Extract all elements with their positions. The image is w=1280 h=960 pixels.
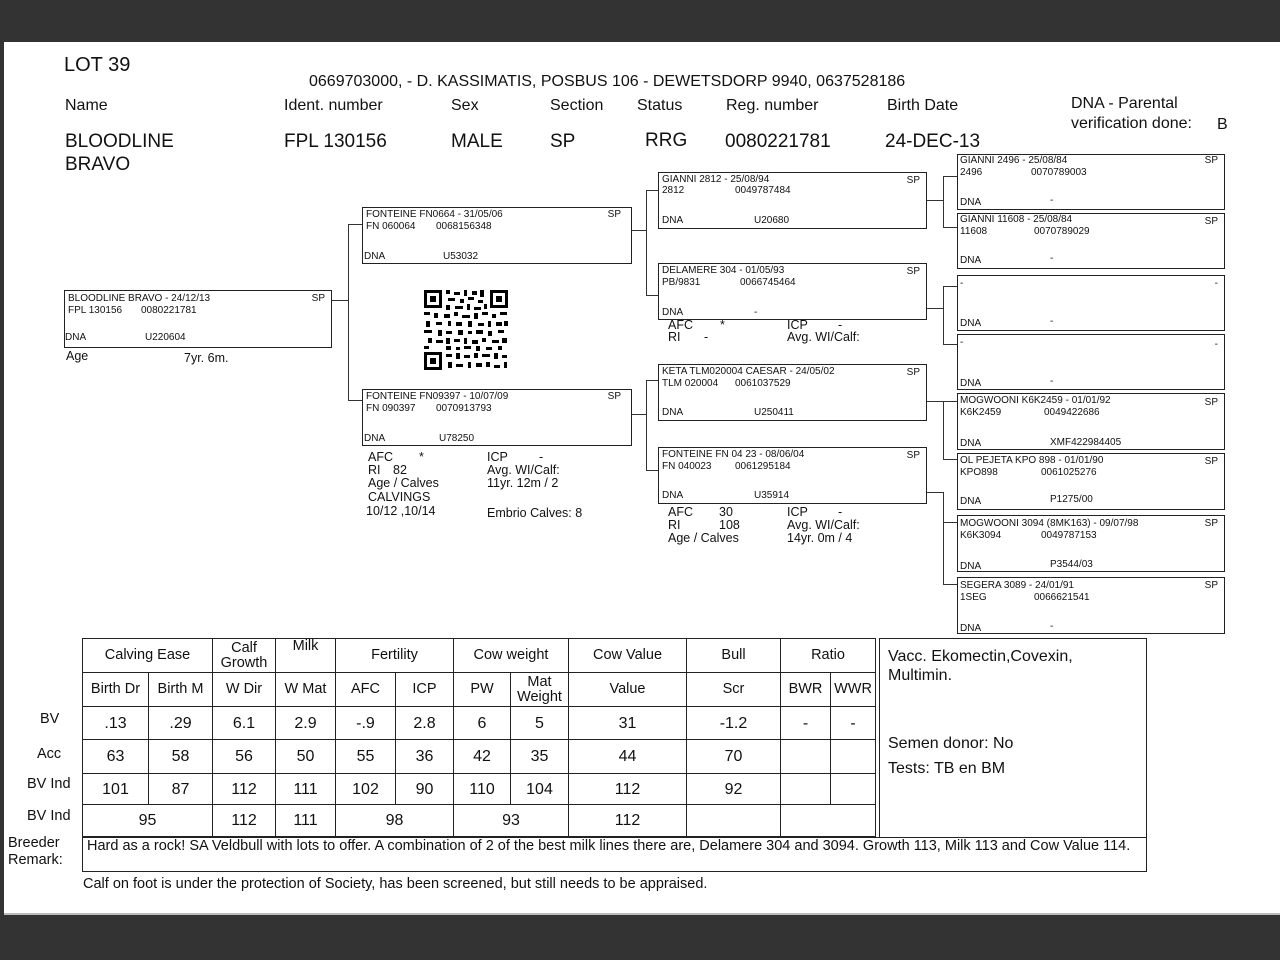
ggp-reg: 0049422686 (1044, 407, 1100, 418)
subject-dna: U220604 (145, 332, 186, 343)
notes-box (879, 638, 1147, 838)
label-dna-2: verification done: (1071, 115, 1192, 132)
label-status: Status (637, 97, 683, 114)
ggp-box-6 (957, 453, 1225, 510)
ggp-id: KPO898 (960, 467, 998, 478)
ind-cell (781, 774, 831, 805)
ds-dna-label: DNA (662, 407, 684, 418)
dd-icp-label: ICP (787, 505, 808, 519)
ebv-sub-row (83, 673, 876, 707)
ind-group-cell: 112 (213, 805, 276, 837)
animal-name-2: BRAVO (65, 154, 131, 175)
dam-agecalves-label: Age / Calves (368, 476, 439, 490)
subject-id: FPL 130156 (68, 305, 123, 316)
dna-verified: B (1217, 116, 1228, 133)
sub-header: Value (569, 673, 687, 707)
sub-header: Birth Dr (83, 673, 149, 707)
breeder-remark-box (82, 837, 1147, 872)
dd-dna: U35914 (754, 490, 790, 501)
ggp-reg: 0049787153 (1041, 530, 1097, 541)
ind-group-cell: 111 (276, 805, 336, 837)
animal-section: SP (550, 131, 576, 152)
dam-section: SP (607, 391, 621, 402)
ind-cell: 102 (336, 774, 396, 805)
connector-line (943, 176, 944, 227)
connector-line (927, 492, 943, 493)
dam-calvings-label: CALVINGS (368, 490, 431, 504)
ggp-id: K6K3094 (960, 530, 1002, 541)
sire-box (362, 207, 632, 264)
ggp-id: K6K2459 (960, 407, 1002, 418)
connector-line (646, 190, 658, 191)
sire-sire-box (658, 172, 927, 229)
group-header: Fertility (336, 639, 454, 673)
row-label-bv-ind: BV Ind (27, 776, 71, 792)
age-value: 7yr. 6m. (184, 351, 229, 365)
age-label: Age (66, 349, 89, 363)
sire-reg: 0068156348 (436, 221, 492, 232)
dd-agecalves-label: Age / Calves (668, 531, 739, 545)
ggp-dna-label: DNA (960, 318, 982, 329)
ebv-bv-row (83, 707, 876, 740)
ggp-box-1 (957, 154, 1225, 210)
dam-dam-box (658, 447, 927, 504)
ggp-title: GIANNI 11608 - 25/08/84 (960, 214, 1073, 225)
dam-dna-label: DNA (364, 433, 386, 444)
acc-cell: 56 (213, 740, 276, 774)
label-section: Section (550, 97, 604, 114)
connector-line (943, 401, 957, 402)
ebv-group-row (83, 639, 876, 673)
ggp-dna: - (1050, 316, 1054, 327)
acc-cell (781, 740, 831, 774)
dam-ri: 82 (393, 463, 407, 477)
ggp-dna-label: DNA (960, 561, 982, 572)
connector-line (943, 227, 957, 228)
connector-line (646, 190, 647, 295)
ggp-dna: - (1050, 376, 1054, 387)
dam-box (362, 389, 632, 446)
connector-line (646, 380, 658, 381)
acc-cell: 50 (276, 740, 336, 774)
ggp-box-7 (957, 515, 1225, 572)
connector-line (646, 295, 658, 296)
ggp-id: 2496 (960, 167, 983, 178)
ss-reg: 0049787484 (735, 185, 791, 196)
dam-afc: * (419, 450, 424, 464)
dam-icp-label: ICP (487, 450, 508, 464)
animal-birth: 24-DEC-13 (885, 131, 981, 152)
dd-avg-label: Avg. WI/Calf: (787, 518, 860, 532)
group-header: Cow weight (454, 639, 569, 673)
ggp-id: 1SEG (960, 592, 987, 603)
sire-dna-label: DNA (364, 251, 386, 262)
sire-title: FONTEINE FN0664 - 31/05/06 (366, 209, 503, 220)
bv-cell: 6.1 (213, 707, 276, 740)
connector-line (943, 522, 957, 523)
sire-dna: U53032 (443, 251, 479, 262)
connector-line (348, 224, 349, 400)
sire-id: FN 060064 (366, 221, 416, 232)
animal-ident: FPL 130156 (284, 131, 387, 152)
ggp-dna-label: DNA (960, 438, 982, 449)
bv-cell: 31 (569, 707, 687, 740)
dd-afc: 30 (719, 505, 733, 519)
ebv-ind-row (83, 774, 876, 805)
subject-reg: 0080221781 (141, 305, 197, 316)
bv-cell: - (831, 707, 876, 740)
ss-dna-label: DNA (662, 215, 684, 226)
sd-ri: - (704, 330, 709, 344)
ggp-title: MOGWOONI K6K2459 - 01/01/92 (960, 395, 1111, 406)
acc-cell: 44 (569, 740, 687, 774)
ggp-box-8 (957, 577, 1225, 634)
ggp-section: SP (1204, 518, 1218, 529)
bv-cell: 6 (454, 707, 511, 740)
ggp-section: SP (1204, 456, 1218, 467)
ind-cell: 104 (511, 774, 569, 805)
ggp-reg: 0070789003 (1031, 167, 1087, 178)
ind-group-cell: 93 (454, 805, 569, 837)
ggp-dna: - (1050, 195, 1054, 206)
ind-cell: 112 (569, 774, 687, 805)
acc-cell: 42 (454, 740, 511, 774)
ggp-section: SP (1204, 580, 1218, 591)
sd-reg: 0066745464 (740, 277, 796, 288)
dd-dna-label: DNA (662, 490, 684, 501)
ggp-title: - (960, 278, 964, 289)
ind-group-cell: 95 (83, 805, 213, 837)
bv-cell: -.9 (336, 707, 396, 740)
row-label-acc: Acc (37, 746, 62, 762)
dd-section: SP (906, 450, 920, 461)
sd-icp-label: ICP (787, 318, 808, 332)
ggp-section: - (1214, 278, 1218, 289)
ggp-box-3 (957, 275, 1225, 331)
sheet-bottom-rule (4, 913, 1280, 915)
group-header: Milk (276, 639, 336, 673)
ss-dna: U20680 (754, 215, 790, 226)
connector-line (943, 286, 957, 287)
dam-icp: - (539, 450, 544, 464)
dd-reg: 0061295184 (735, 461, 791, 472)
ind-cell: 90 (396, 774, 454, 805)
tests-text: Tests: TB en BM (888, 760, 1006, 777)
connector-line (348, 400, 362, 401)
ds-dna: U250411 (754, 407, 794, 418)
dd-afc-label: AFC (668, 505, 693, 519)
dam-calvings: 10/12 ,10/14 (366, 504, 436, 518)
acc-cell: 70 (687, 740, 781, 774)
label-dna-1: DNA - Parental (1071, 95, 1178, 112)
ebv-table (82, 638, 876, 837)
ggp-box-5 (957, 393, 1225, 450)
animal-sex: MALE (451, 131, 503, 152)
dam-reg: 0070913793 (436, 403, 492, 414)
dam-title: FONTEINE FN09397 - 10/07/09 (366, 391, 509, 402)
connector-line (943, 286, 944, 344)
connector-line (943, 344, 957, 345)
ggp-dna-label: DNA (960, 623, 982, 634)
sub-header: Birth M (149, 673, 213, 707)
sd-dna: - (754, 307, 758, 318)
label-reg: Reg. number (726, 97, 819, 114)
remark-label: Remark: (8, 852, 63, 868)
subject-section: SP (311, 293, 325, 304)
sub-header: AFC (336, 673, 396, 707)
ggp-dna-label: DNA (960, 378, 982, 389)
connector-line (943, 492, 944, 584)
ggp-dna: - (1050, 253, 1054, 264)
connector-line (927, 200, 943, 201)
semen-donor: Semen donor: No (888, 735, 1014, 752)
label-birth: Birth Date (887, 97, 959, 114)
ind-group-cell (687, 805, 781, 837)
ggp-reg: 0061025276 (1041, 467, 1097, 478)
ggp-section: SP (1204, 155, 1218, 166)
group-header: Calf Growth (213, 639, 276, 673)
bv-cell: .13 (83, 707, 149, 740)
ind-cell (831, 774, 876, 805)
ebv-acc-row (83, 740, 876, 774)
ggp-title: GIANNI 2496 - 25/08/84 (960, 155, 1068, 166)
animal-name-1: BLOODLINE (65, 131, 174, 152)
dam-afc-label: AFC (368, 450, 393, 464)
bv-cell: 2.9 (276, 707, 336, 740)
ggp-title: OL PEJETA KPO 898 - 01/01/90 (960, 455, 1104, 466)
ggp-title: - (960, 337, 964, 348)
ggp-dna: XMF422984405 (1050, 437, 1122, 448)
connector-line (646, 470, 658, 471)
bv-cell: 2.8 (396, 707, 454, 740)
sub-header: BWR (781, 673, 831, 707)
dam-sire-box (658, 364, 927, 421)
ggp-reg: 0066621541 (1034, 592, 1090, 603)
animal-status: RRG (645, 130, 688, 151)
ind-cell: 112 (213, 774, 276, 805)
pedigree-sheet (4, 42, 1280, 914)
sub-header: W Mat (276, 673, 336, 707)
ds-title: KETA TLM020004 CAESAR - 24/05/02 (662, 366, 835, 377)
sd-section: SP (906, 266, 920, 277)
ggp-title: SEGERA 3089 - 24/01/91 (960, 580, 1074, 591)
lot-number: LOT 39 (64, 54, 131, 76)
vacc-text: Vacc. Ekomectin,Covexin, Multimin. (888, 648, 1073, 684)
ggp-dna: P3544/03 (1050, 559, 1093, 570)
row-label-bv-ind-group: BV Ind (27, 808, 71, 824)
group-header: Cow Value (569, 639, 687, 673)
ind-group-cell: 112 (569, 805, 687, 837)
connector-line (943, 401, 944, 459)
sd-afc-label: AFC (668, 318, 693, 332)
dam-id: FN 090397 (366, 403, 416, 414)
ind-cell: 101 (83, 774, 149, 805)
bv-cell: - (781, 707, 831, 740)
ind-cell: 87 (149, 774, 213, 805)
ggp-dna-label: DNA (960, 197, 982, 208)
connector-line (943, 459, 957, 460)
subject-title: BLOODLINE BRAVO - 24/12/13 (68, 293, 211, 304)
acc-cell (831, 740, 876, 774)
group-header: Calving Ease (83, 639, 213, 673)
ggp-dna: P1275/00 (1050, 494, 1093, 505)
ggp-reg: 0070789029 (1034, 226, 1090, 237)
ggp-id: 11608 (960, 226, 988, 237)
label-sex: Sex (451, 97, 479, 114)
ind-group-cell: 98 (336, 805, 454, 837)
connector-line (632, 414, 646, 415)
acc-cell: 36 (396, 740, 454, 774)
animal-reg: 0080221781 (725, 131, 831, 152)
sd-afc: * (720, 318, 725, 332)
breeder-label: Breeder (8, 835, 60, 851)
ds-reg: 0061037529 (735, 378, 791, 389)
dd-icp: - (838, 505, 843, 519)
group-header: Ratio (781, 639, 876, 673)
acc-cell: 35 (511, 740, 569, 774)
group-header: Bull (687, 639, 781, 673)
dd-title: FONTEINE FN 04 23 - 08/06/04 (662, 449, 805, 460)
footer-note: Calf on foot is under the protection of Society, has been screened, but still needs to be appraised. (83, 876, 708, 892)
ggp-dna-label: DNA (960, 496, 982, 507)
sub-header: PW (454, 673, 511, 707)
ebv-ind-group-row (83, 805, 876, 837)
sub-header: ICP (396, 673, 454, 707)
sd-title: DELAMERE 304 - 01/05/93 (662, 265, 785, 276)
connector-line (943, 584, 957, 585)
dam-avg-label: Avg. WI/Calf: (487, 463, 560, 477)
ind-cell: 110 (454, 774, 511, 805)
sd-avg-label: Avg. WI/Calf: (787, 330, 860, 344)
dd-ri: 108 (719, 518, 740, 532)
connector-line (332, 300, 348, 301)
sd-dna-label: DNA (662, 307, 684, 318)
breeder-remark: Hard as a rock! SA Veldbull with lots to offer. A combination of 2 of the best milk lines there are, Delamere 304 and 3094. Growth 113, Milk 113 and Cow Value 114. (87, 838, 1131, 854)
connector-line (927, 308, 943, 309)
acc-cell: 58 (149, 740, 213, 774)
sub-header: Mat Weight (511, 673, 569, 707)
ss-id: 2812 (662, 185, 685, 196)
sd-id: PB/9831 (662, 277, 701, 288)
owner-line: 0669703000, - D. KASSIMATIS, POSBUS 106 - DEWETSDORP 9940, 0637528186 (309, 73, 906, 90)
ss-title: GIANNI 2812 - 25/08/94 (662, 174, 770, 185)
connector-line (927, 401, 943, 402)
dam-agecalves: 11yr. 12m / 2 (487, 476, 559, 490)
sub-header: Scr (687, 673, 781, 707)
connector-line (646, 380, 647, 470)
ggp-section: SP (1204, 216, 1218, 227)
ggp-section: - (1214, 339, 1218, 350)
sire-dam-box (658, 263, 927, 320)
label-name: Name (65, 97, 108, 114)
label-ident: Ident. number (284, 97, 383, 114)
ggp-title: MOGWOONI 3094 (8MK163) - 09/07/98 (960, 518, 1139, 529)
ggp-section: SP (1204, 397, 1218, 408)
ind-cell: 92 (687, 774, 781, 805)
ggp-dna: - (1050, 621, 1054, 632)
acc-cell: 55 (336, 740, 396, 774)
ggp-box-2 (957, 213, 1225, 269)
sd-ri-label: RI (668, 330, 681, 344)
subject-dna-label: DNA (65, 332, 87, 343)
connector-line (348, 224, 362, 225)
connector-line (943, 176, 957, 177)
dd-agecalves: 14yr. 0m / 4 (787, 531, 853, 545)
dam-embrio: Embrio Calves: 8 (487, 506, 583, 520)
ggp-box-4 (957, 334, 1225, 390)
subject-box (64, 290, 332, 348)
qr-code-image (422, 288, 510, 372)
ss-section: SP (906, 175, 920, 186)
connector-line (632, 230, 646, 231)
ind-group-cell (781, 805, 876, 837)
sire-section: SP (607, 209, 621, 220)
sub-header: W Dir (213, 673, 276, 707)
dam-dna: U78250 (439, 433, 475, 444)
acc-cell: 63 (83, 740, 149, 774)
ds-section: SP (906, 367, 920, 378)
sd-icp: - (838, 318, 843, 332)
bv-cell: -1.2 (687, 707, 781, 740)
row-label-bv: BV (40, 711, 60, 727)
ggp-dna-label: DNA (960, 255, 982, 266)
bv-cell: .29 (149, 707, 213, 740)
sub-header: WWR (831, 673, 876, 707)
dd-ri-label: RI (668, 518, 681, 532)
ds-id: TLM 020004 (662, 378, 719, 389)
bv-cell: 5 (511, 707, 569, 740)
dam-ri-label: RI (368, 463, 381, 477)
ind-cell: 111 (276, 774, 336, 805)
dd-id: FN 040023 (662, 461, 712, 472)
